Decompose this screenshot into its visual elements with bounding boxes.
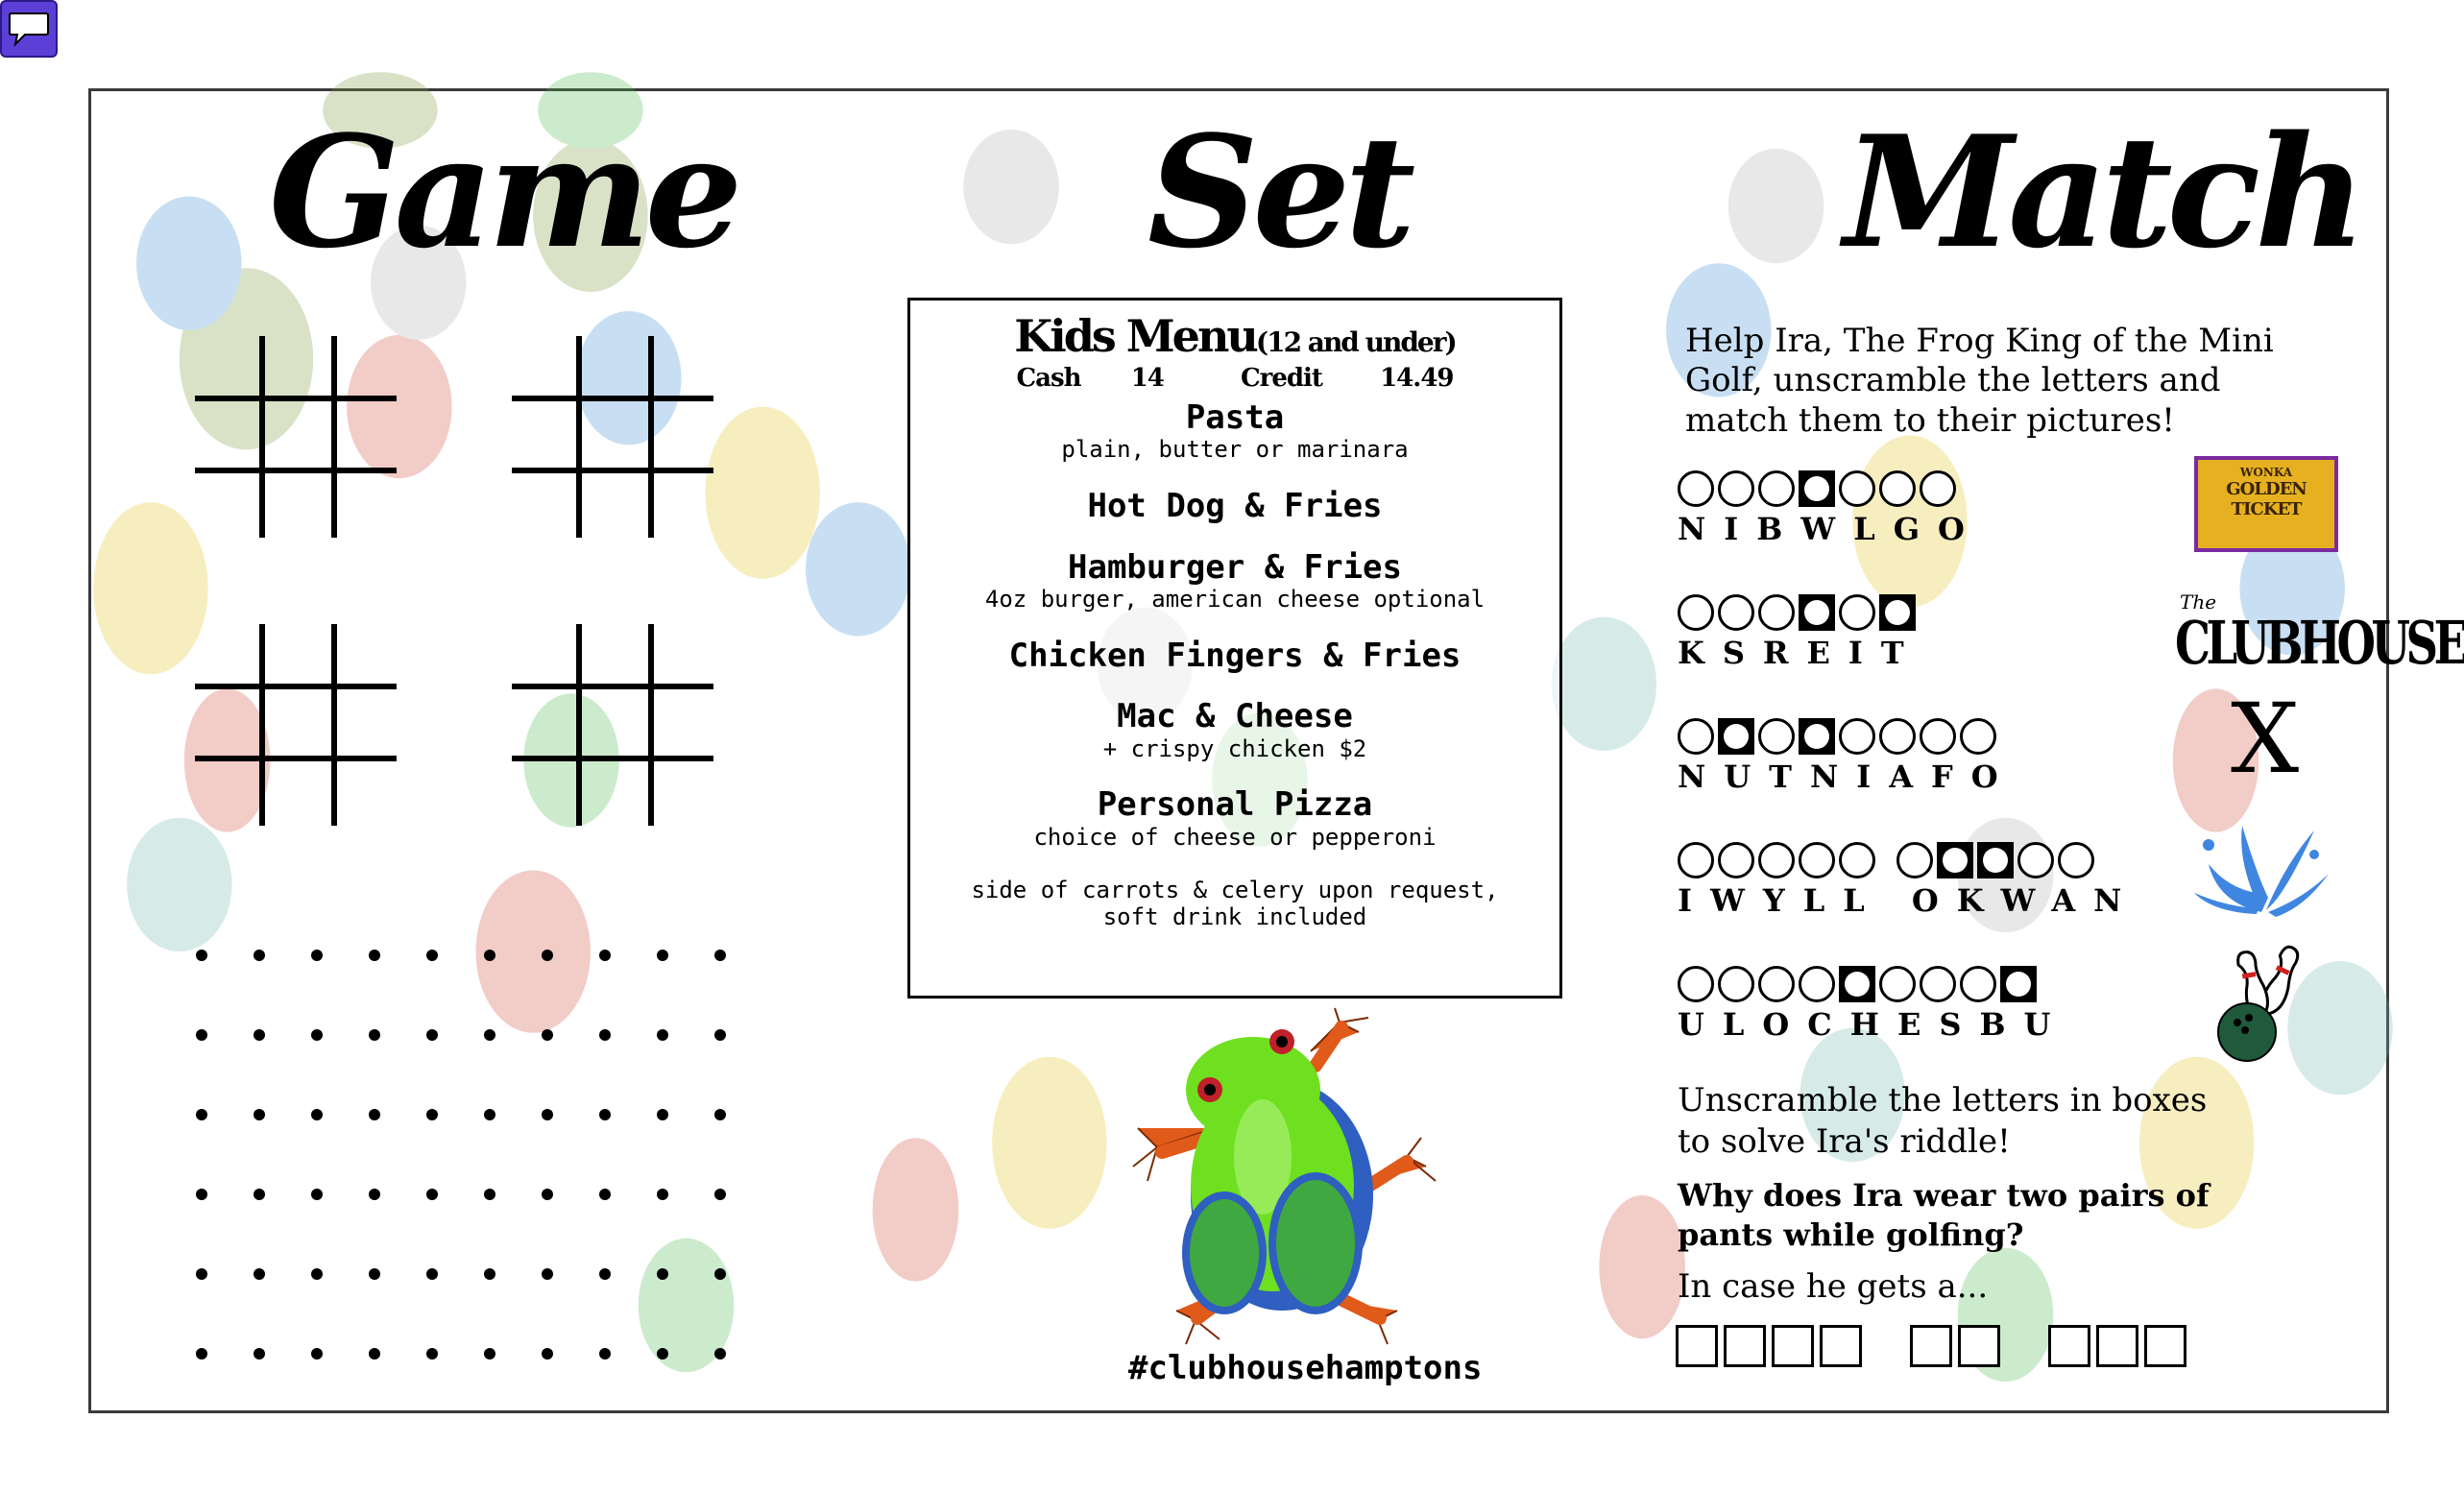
grid-dot — [369, 1348, 380, 1360]
placemat — [88, 88, 2464, 1413]
scramble-puzzle-2[interactable] — [1678, 594, 1922, 671]
grid-dot — [196, 1029, 207, 1041]
grid-dot — [426, 1189, 438, 1200]
scramble-puzzle-1[interactable] — [1678, 470, 1983, 547]
title-match: Match — [1844, 102, 2361, 282]
scramble-puzzle-5[interactable] — [1678, 966, 2068, 1043]
dots-and-boxes-grid[interactable] — [192, 946, 730, 1368]
grid-dot — [542, 950, 553, 961]
menu-title: Kids Menu(12 and under) — [1014, 310, 1456, 362]
grid-dot — [542, 1348, 553, 1360]
tic-tac-toe-grid-2[interactable] — [512, 336, 713, 538]
grid-dot — [542, 1029, 553, 1041]
menu-footer: side of carrots & celery upon request, soft drink included — [971, 876, 1499, 931]
grid-dot — [657, 1268, 668, 1280]
grid-dot — [311, 1268, 323, 1280]
grid-dot — [196, 1268, 207, 1280]
hashtag: #clubhousehamptons — [1128, 1349, 1483, 1387]
menu-item: Chicken Fingers & Fries — [1008, 636, 1461, 675]
grid-dot — [484, 950, 495, 961]
golden-ticket-picture: WONKA GOLDEN TICKET — [2194, 456, 2338, 552]
grid-dot — [254, 1109, 265, 1120]
grid-dot — [542, 1268, 553, 1280]
grid-dot — [426, 1348, 438, 1360]
grid-dot — [311, 1109, 323, 1120]
menu-item: Personal Pizza choice of cheese or pepperoni — [1033, 785, 1437, 851]
kids-menu — [907, 298, 1562, 999]
grid-dot — [369, 1109, 380, 1120]
grid-dot — [657, 950, 668, 961]
grid-dot — [484, 1348, 495, 1360]
title-set: Set — [1147, 102, 1411, 282]
grid-dot — [657, 1348, 668, 1360]
menu-item: Pasta plain, butter or marinara — [1061, 398, 1409, 464]
water-splash-icon — [2189, 806, 2333, 922]
grid-dot — [599, 950, 611, 961]
speech-bubble-icon — [8, 10, 50, 48]
grid-dot — [426, 1029, 438, 1041]
clubhouse-logo-picture: The CLUBHOUSE — [2175, 590, 2464, 678]
grid-dot — [657, 1189, 668, 1200]
grid-dot — [196, 1189, 207, 1200]
grid-dot — [196, 1109, 207, 1120]
grid-dot — [369, 1189, 380, 1200]
scrambled-letters: ULOCHESBU — [1678, 1006, 2069, 1043]
scrambled-letters: NIBWLGO — [1678, 511, 1983, 547]
riddle-question: Why does Ira wear two pairs of pants while golfing? — [1678, 1177, 2210, 1253]
grid-dot — [599, 1029, 611, 1041]
grid-dot — [254, 1268, 265, 1280]
grid-dot — [657, 1029, 668, 1041]
grid-dot — [426, 1109, 438, 1120]
grid-dot — [484, 1029, 495, 1041]
chat-button[interactable] — [0, 0, 58, 58]
grid-dot — [254, 1348, 265, 1360]
grid-dot — [196, 1348, 207, 1360]
grid-dot — [254, 1029, 265, 1041]
grid-dot — [426, 950, 438, 961]
menu-item: Mac & Cheese + crispy chicken $2 — [1102, 697, 1367, 762]
grid-dot — [714, 1189, 726, 1200]
grid-dot — [254, 950, 265, 961]
bowling-icon — [2209, 941, 2314, 1066]
title-game: Game — [269, 102, 737, 282]
frog-mascot-illustration — [1119, 1013, 1445, 1349]
grid-dot — [599, 1109, 611, 1120]
grid-dot — [369, 1029, 380, 1041]
menu-item: Hamburger & Fries 4oz burger, american cheese optional — [984, 547, 1486, 613]
grid-dot — [254, 1189, 265, 1200]
grid-dot — [426, 1268, 438, 1280]
grid-dot — [311, 950, 323, 961]
menu-prices: Cash 14 Credit 14.49 — [1016, 364, 1454, 393]
riddle-lead: In case he gets a... — [1678, 1267, 1989, 1306]
grid-dot — [714, 1109, 726, 1120]
scramble-puzzle-3[interactable] — [1678, 718, 2017, 795]
grid-dot — [714, 1348, 726, 1360]
grid-dot — [369, 950, 380, 961]
scrambled-letters: IWYLL OKWAN — [1678, 882, 2140, 919]
grid-dot — [369, 1268, 380, 1280]
grid-dot — [714, 950, 726, 961]
grid-dot — [484, 1268, 495, 1280]
match-intro: Help Ira, The Frog King of the Mini Golf, unscramble the letters and match them to their pictures! — [1685, 322, 2274, 440]
letter-x-picture: X — [2231, 683, 2300, 795]
grid-dot — [599, 1189, 611, 1200]
grid-dot — [714, 1268, 726, 1280]
tic-tac-toe-grid-1[interactable] — [195, 336, 397, 538]
grid-dot — [311, 1029, 323, 1041]
grid-dot — [599, 1268, 611, 1280]
grid-dot — [714, 1029, 726, 1041]
grid-dot — [542, 1189, 553, 1200]
tic-tac-toe-grid-3[interactable] — [195, 624, 397, 826]
grid-dot — [657, 1109, 668, 1120]
scrambled-letters: KSREIT — [1678, 635, 1922, 671]
grid-dot — [311, 1348, 323, 1360]
grid-dot — [484, 1109, 495, 1120]
grid-dot — [196, 950, 207, 961]
grid-dot — [311, 1189, 323, 1200]
scramble-puzzle-4[interactable] — [1678, 842, 2139, 919]
riddle-answer-boxes[interactable] — [1676, 1325, 2192, 1367]
scrambled-letters: NUTNIAFO — [1678, 758, 2017, 795]
grid-dot — [542, 1109, 553, 1120]
grid-dot — [599, 1348, 611, 1360]
tic-tac-toe-grid-4[interactable] — [512, 624, 713, 826]
riddle-instruction: Unscramble the letters in boxes to solve Ira's riddle! — [1678, 1081, 2208, 1161]
menu-item: Hot Dog & Fries — [1087, 487, 1383, 526]
grid-dot — [484, 1189, 495, 1200]
